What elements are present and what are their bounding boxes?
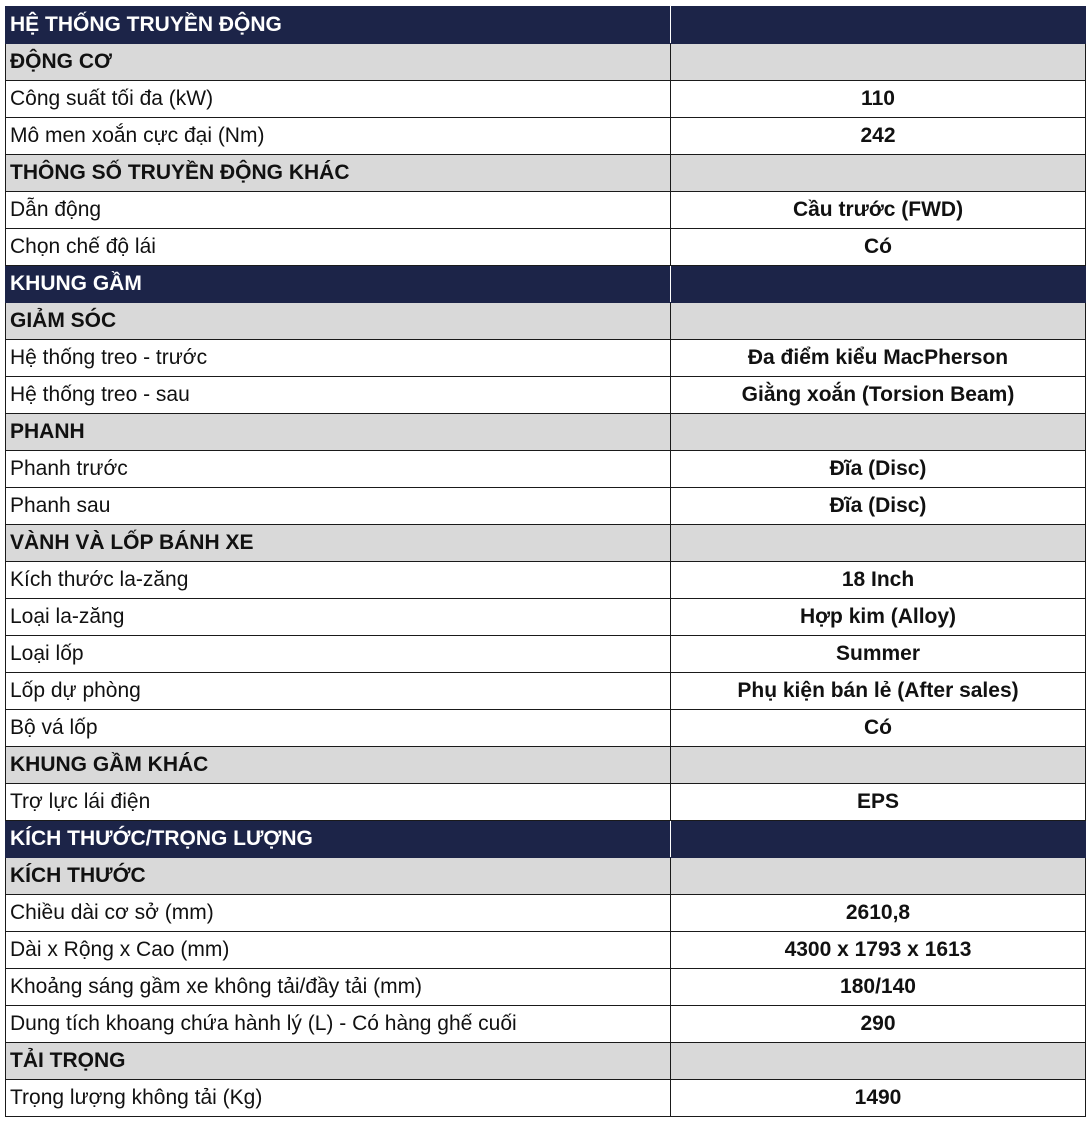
spec-label: Chiều dài cơ sở (mm) bbox=[6, 895, 671, 932]
spec-value: 4300 x 1793 x 1613 bbox=[671, 932, 1086, 969]
subsection-header-row bbox=[6, 44, 1086, 81]
spec-label: Trợ lực lái điện bbox=[6, 784, 671, 821]
subsection-header-row bbox=[6, 414, 1086, 451]
spec-row bbox=[6, 895, 1086, 932]
spec-value: 110 bbox=[671, 81, 1086, 118]
spec-row bbox=[6, 81, 1086, 118]
spec-row bbox=[6, 969, 1086, 1006]
spec-row bbox=[6, 562, 1086, 599]
subsection-header-row bbox=[6, 1043, 1086, 1080]
header-blank-cell bbox=[671, 303, 1086, 340]
header-blank-cell bbox=[671, 1043, 1086, 1080]
spec-label: Mô men xoắn cực đại (Nm) bbox=[6, 118, 671, 155]
spec-label: Dung tích khoang chứa hành lý (L) - Có hàng ghế cuối bbox=[6, 1006, 671, 1043]
spec-label: Hệ thống treo - sau bbox=[6, 377, 671, 414]
spec-value: Giằng xoắn (Torsion Beam) bbox=[671, 377, 1086, 414]
header-blank-cell bbox=[671, 525, 1086, 562]
spec-label: Dẫn động bbox=[6, 192, 671, 229]
spec-value: Đĩa (Disc) bbox=[671, 451, 1086, 488]
spec-value: 2610,8 bbox=[671, 895, 1086, 932]
spec-label: Trọng lượng không tải (Kg) bbox=[6, 1080, 671, 1117]
subsection-title: TẢI TRỌNG bbox=[6, 1043, 671, 1080]
header-blank-cell bbox=[671, 747, 1086, 784]
subsection-title: KÍCH THƯỚC bbox=[6, 858, 671, 895]
spec-table bbox=[5, 6, 1086, 1117]
header-blank-cell bbox=[671, 44, 1086, 81]
spec-value: Phụ kiện bán lẻ (After sales) bbox=[671, 673, 1086, 710]
spec-row bbox=[6, 340, 1086, 377]
header-blank-cell bbox=[671, 414, 1086, 451]
subsection-header-row bbox=[6, 747, 1086, 784]
section-title: HỆ THỐNG TRUYỀN ĐỘNG bbox=[6, 7, 671, 44]
subsection-header-row bbox=[6, 858, 1086, 895]
spec-row bbox=[6, 784, 1086, 821]
spec-row bbox=[6, 636, 1086, 673]
spec-table-body bbox=[6, 7, 1086, 1117]
spec-label: Loại lốp bbox=[6, 636, 671, 673]
spec-label: Khoảng sáng gầm xe không tải/đầy tải (mm) bbox=[6, 969, 671, 1006]
header-blank-cell bbox=[671, 155, 1086, 192]
header-blank-cell bbox=[671, 858, 1086, 895]
subsection-header-row bbox=[6, 155, 1086, 192]
spec-value: EPS bbox=[671, 784, 1086, 821]
header-blank-cell bbox=[671, 821, 1086, 858]
section-title: KHUNG GẦM bbox=[6, 266, 671, 303]
header-blank-cell bbox=[671, 266, 1086, 303]
spec-label: Phanh trước bbox=[6, 451, 671, 488]
spec-row bbox=[6, 710, 1086, 747]
subsection-title: KHUNG GẦM KHÁC bbox=[6, 747, 671, 784]
spec-label: Công suất tối đa (kW) bbox=[6, 81, 671, 118]
spec-row bbox=[6, 1006, 1086, 1043]
spec-label: Dài x Rộng x Cao (mm) bbox=[6, 932, 671, 969]
spec-row bbox=[6, 451, 1086, 488]
spec-value: Cầu trước (FWD) bbox=[671, 192, 1086, 229]
spec-row bbox=[6, 192, 1086, 229]
spec-value: 1490 bbox=[671, 1080, 1086, 1117]
spec-row bbox=[6, 599, 1086, 636]
subsection-title: GIẢM SÓC bbox=[6, 303, 671, 340]
subsection-header-row bbox=[6, 303, 1086, 340]
spec-value: 18 Inch bbox=[671, 562, 1086, 599]
spec-label: Kích thước la-zăng bbox=[6, 562, 671, 599]
subsection-header-row bbox=[6, 525, 1086, 562]
spec-label: Chọn chế độ lái bbox=[6, 229, 671, 266]
subsection-title: ĐỘNG CƠ bbox=[6, 44, 671, 81]
subsection-title: VÀNH VÀ LỐP BÁNH XE bbox=[6, 525, 671, 562]
section-title: KÍCH THƯỚC/TRỌNG LƯỢNG bbox=[6, 821, 671, 858]
spec-value: Có bbox=[671, 710, 1086, 747]
spec-label: Hệ thống treo - trước bbox=[6, 340, 671, 377]
spec-row bbox=[6, 229, 1086, 266]
subsection-title: PHANH bbox=[6, 414, 671, 451]
section-header-row bbox=[6, 821, 1086, 858]
subsection-title: THÔNG SỐ TRUYỀN ĐỘNG KHÁC bbox=[6, 155, 671, 192]
section-header-row bbox=[6, 266, 1086, 303]
spec-value: Có bbox=[671, 229, 1086, 266]
spec-value: Đĩa (Disc) bbox=[671, 488, 1086, 525]
spec-row bbox=[6, 1080, 1086, 1117]
header-blank-cell bbox=[671, 7, 1086, 44]
spec-row bbox=[6, 488, 1086, 525]
spec-row bbox=[6, 673, 1086, 710]
spec-row bbox=[6, 377, 1086, 414]
spec-value: 290 bbox=[671, 1006, 1086, 1043]
spec-label: Lốp dự phòng bbox=[6, 673, 671, 710]
spec-label: Phanh sau bbox=[6, 488, 671, 525]
spec-label: Loại la-zăng bbox=[6, 599, 671, 636]
spec-value: 180/140 bbox=[671, 969, 1086, 1006]
spec-value: Hợp kim (Alloy) bbox=[671, 599, 1086, 636]
spec-row bbox=[6, 932, 1086, 969]
spec-label: Bộ vá lốp bbox=[6, 710, 671, 747]
spec-value: Summer bbox=[671, 636, 1086, 673]
spec-value: 242 bbox=[671, 118, 1086, 155]
spec-value: Đa điểm kiểu MacPherson bbox=[671, 340, 1086, 377]
section-header-row bbox=[6, 7, 1086, 44]
spec-row bbox=[6, 118, 1086, 155]
